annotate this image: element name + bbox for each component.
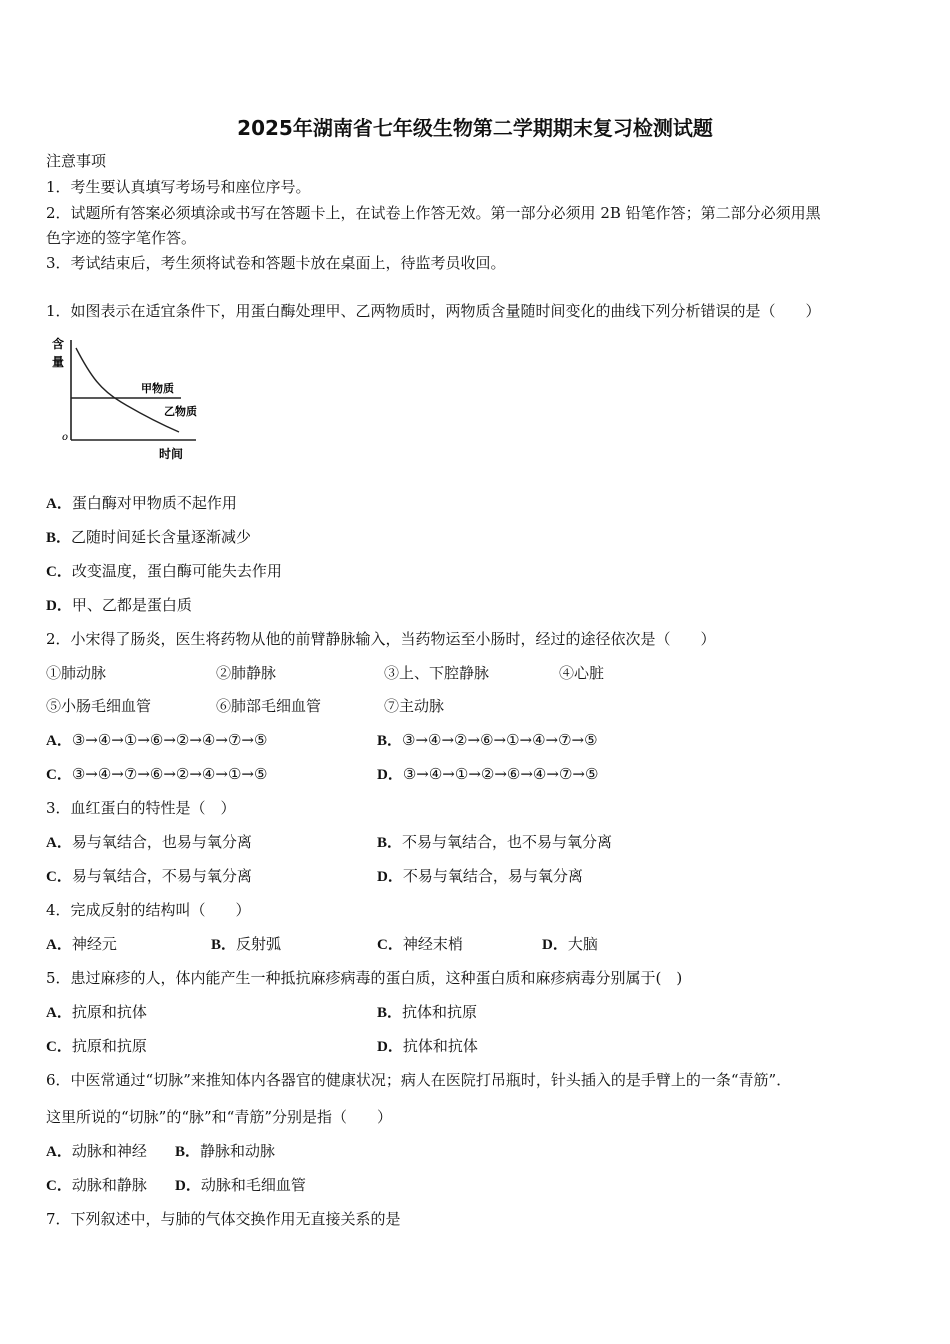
figure-origin: o [62, 432, 69, 443]
q1-option-d: D．甲、乙都是蛋白质 [46, 596, 192, 614]
question-3-stem: 3．血红蛋白的特性是（ ） [46, 799, 236, 817]
q1-option-a: A．蛋白酶对甲物质不起作用 [46, 494, 237, 512]
q2-item: ④心脏 [559, 664, 605, 682]
question-6-stem-cont: 这里所说的“切脉”的“脉”和“青筋”分别是指（ ） [46, 1108, 393, 1126]
q6-option-a: A．动脉和神经 [46, 1142, 147, 1160]
q1-option-c: C．改变温度，蛋白酶可能失去作用 [46, 562, 282, 580]
q2-option-b: B．③→④→②→⑥→①→④→⑦→⑤ [377, 731, 598, 749]
series-a-label: 甲物质 [141, 382, 174, 395]
q3-option-a: A．易与氧结合，也易与氧分离 [46, 833, 252, 851]
figure-ylabel-1: 含 [52, 337, 65, 351]
q1-option-b: B．乙随时间延长含量逐渐减少 [46, 528, 252, 546]
page-title: 2025年湖南省七年级生物第二学期期末复习检测试题 [237, 116, 713, 140]
notice-item: 色字迹的签字笔作答。 [46, 229, 197, 247]
q6-option-d: D．动脉和毛细血管 [175, 1176, 306, 1194]
q2-item: ②肺静脉 [216, 664, 277, 682]
q6-option-b: B．静脉和动脉 [175, 1142, 276, 1160]
q2-option-c: C．③→④→⑦→⑥→②→④→①→⑤ [46, 765, 268, 783]
figure-ylabel-2: 量 [52, 355, 65, 369]
notice-heading: 注意事项 [46, 152, 107, 170]
q4-option-b: B．反射弧 [211, 935, 282, 953]
question-1-stem: 1．如图表示在适宜条件下，用蛋白酶处理甲、乙两物质时，两物质含量随时间变化的曲线下列分析错误的是（ ） [46, 302, 821, 320]
question-2-stem: 2．小宋得了肠炎，医生将药物从他的前臂静脉输入，当药物运至小肠时，经过的途径依次是（ ） [46, 630, 716, 648]
q1-figure [46, 332, 216, 466]
q5-option-a: A．抗原和抗体 [46, 1003, 147, 1021]
notice-item: 3．考试结束后，考生须将试卷和答题卡放在桌面上，待监考员收回。 [46, 254, 506, 272]
q4-option-d: D．大脑 [542, 935, 598, 953]
q5-option-b: B．抗体和抗原 [377, 1003, 478, 1021]
q2-item: ⑥肺部毛细血管 [216, 697, 322, 715]
q4-option-c: C．神经末梢 [377, 935, 463, 953]
q5-option-d: D．抗体和抗体 [377, 1037, 478, 1055]
q6-option-c: C．动脉和静脉 [46, 1176, 147, 1194]
q2-item: ③上、下腔静脉 [384, 664, 490, 682]
series-b-label: 乙物质 [164, 405, 197, 418]
q5-option-c: C．抗原和抗原 [46, 1037, 147, 1055]
question-4-stem: 4．完成反射的结构叫（ ） [46, 901, 251, 919]
q2-item: ⑦主动脉 [384, 697, 445, 715]
q2-item: ⑤小肠毛细血管 [46, 697, 152, 715]
q3-option-c: C．易与氧结合，不易与氧分离 [46, 867, 252, 885]
figure-xlabel: 时间 [159, 447, 184, 461]
question-5-stem: 5．患过麻疹的人，体内能产生一种抵抗麻疹病毒的蛋白质，这种蛋白质和麻疹病毒分别属于( ) [46, 969, 683, 987]
question-6-stem: 6．中医常通过“切脉”来推知体内各器官的健康状况；病人在医院打吊瓶时，针头插入的是手臂上的一条“青筋”． [46, 1071, 792, 1089]
notice-item: 1．考生要认真填写考场号和座位序号。 [46, 178, 311, 196]
q3-option-d: D．不易与氧结合，易与氧分离 [377, 867, 583, 885]
q2-option-a: A．③→④→①→⑥→②→④→⑦→⑤ [46, 731, 268, 749]
q2-item: ①肺动脉 [46, 664, 107, 682]
q3-option-b: B．不易与氧结合，也不易与氧分离 [377, 833, 613, 851]
q4-option-a: A．神经元 [46, 935, 117, 953]
question-7-stem: 7．下列叙述中，与肺的气体交换作用无直接关系的是 [46, 1210, 401, 1228]
notice-item: 2．试题所有答案必须填涂或书写在答题卡上，在试卷上作答无效。第一部分必须用 2B 铅笔作答；第二部分必须用黑 [46, 204, 821, 222]
q2-option-d: D．③→④→①→②→⑥→④→⑦→⑤ [377, 765, 599, 783]
